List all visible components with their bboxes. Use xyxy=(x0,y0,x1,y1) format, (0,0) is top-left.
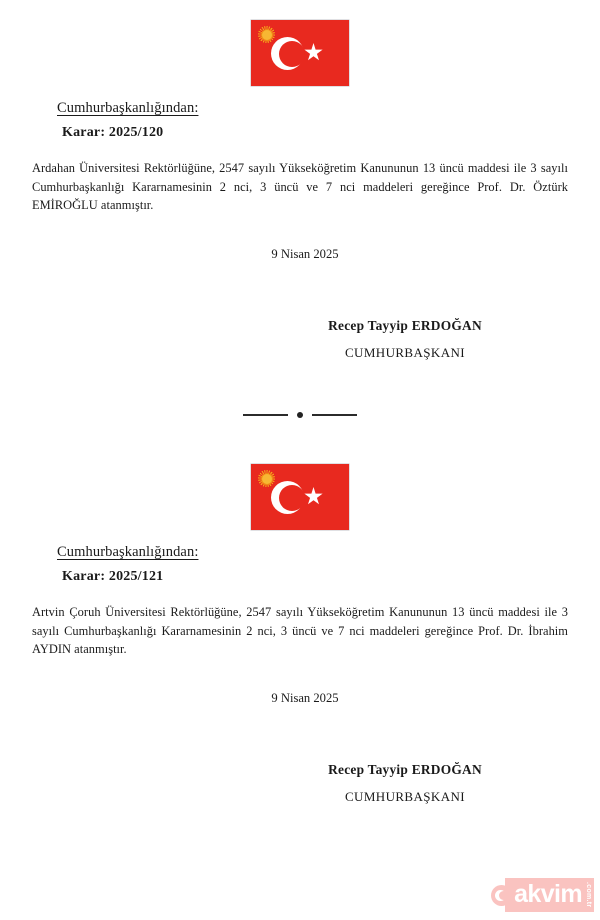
signature-block xyxy=(0,318,600,361)
turkish-flag-icon xyxy=(251,20,349,86)
decision-number: Karar: 2025/121 xyxy=(62,569,164,584)
decree-date: 9 Nisan 2025 xyxy=(271,690,339,705)
crescent-cutout xyxy=(279,41,305,67)
decree-block xyxy=(0,0,600,361)
decree-body-text: Ardahan Üniversitesi Rektörlüğüne, 2547 sayılı Yükseköğretim Kanununun 13 üncü maddesi ile 3 sayılı Cumhurbaşkanlığı Kararnamesinin 2 nci, 3 üncü ve 7 nci maddeleri gereğince Prof. Dr. Öztürk EMİROĞLU atanmıştır. xyxy=(32,161,568,212)
issuer-line-wrapper xyxy=(0,530,600,561)
star-icon xyxy=(304,487,323,506)
issuer-heading: Cumhurbaşkanlığından: xyxy=(57,100,199,116)
crescent-cutout xyxy=(279,485,305,511)
signature-block xyxy=(0,762,600,805)
star-icon xyxy=(304,43,323,62)
signatory-name: Recep Tayyip ERDOĞAN xyxy=(328,317,482,333)
sunburst-core xyxy=(262,30,272,40)
issuer-line-wrapper xyxy=(0,86,600,117)
divider-dot-icon xyxy=(297,412,303,418)
watermark-wordmark: akvim xyxy=(505,878,585,912)
site-watermark xyxy=(491,878,594,912)
divider-rule-left xyxy=(243,414,288,416)
sunburst-icon xyxy=(258,470,275,487)
decree-body-text: Artvin Çoruh Üniversitesi Rektörlüğüne, 2547 sayılı Yükseköğretim Kanununun 13 üncü maddesi ile 3 sayılı Cumhurbaşkanlığı Kararnamesinin 2 nci, 3 üncü ve 7 nci maddeleri gereğince Prof. Dr. İbrahim AYDIN atanmıştır. xyxy=(32,605,568,656)
sunburst-icon xyxy=(258,26,275,43)
flag-container xyxy=(0,0,600,86)
decree-block xyxy=(0,444,600,805)
sunburst-core xyxy=(262,474,272,484)
signatory-title: CUMHURBAŞKANI xyxy=(344,344,466,360)
turkish-flag-icon xyxy=(251,464,349,530)
flag-container xyxy=(0,444,600,530)
watermark-flag-icon xyxy=(491,885,512,906)
issuer-heading: Cumhurbaşkanlığından: xyxy=(57,544,199,560)
divider-rule-right xyxy=(312,414,357,416)
signatory-name: Recep Tayyip ERDOĞAN xyxy=(328,761,482,777)
watermark-tld: .com.tr xyxy=(585,878,594,912)
decree-date: 9 Nisan 2025 xyxy=(271,246,339,261)
signatory-title: CUMHURBAŞKANI xyxy=(344,788,466,804)
decision-number: Karar: 2025/120 xyxy=(62,125,164,140)
section-divider xyxy=(0,412,600,418)
